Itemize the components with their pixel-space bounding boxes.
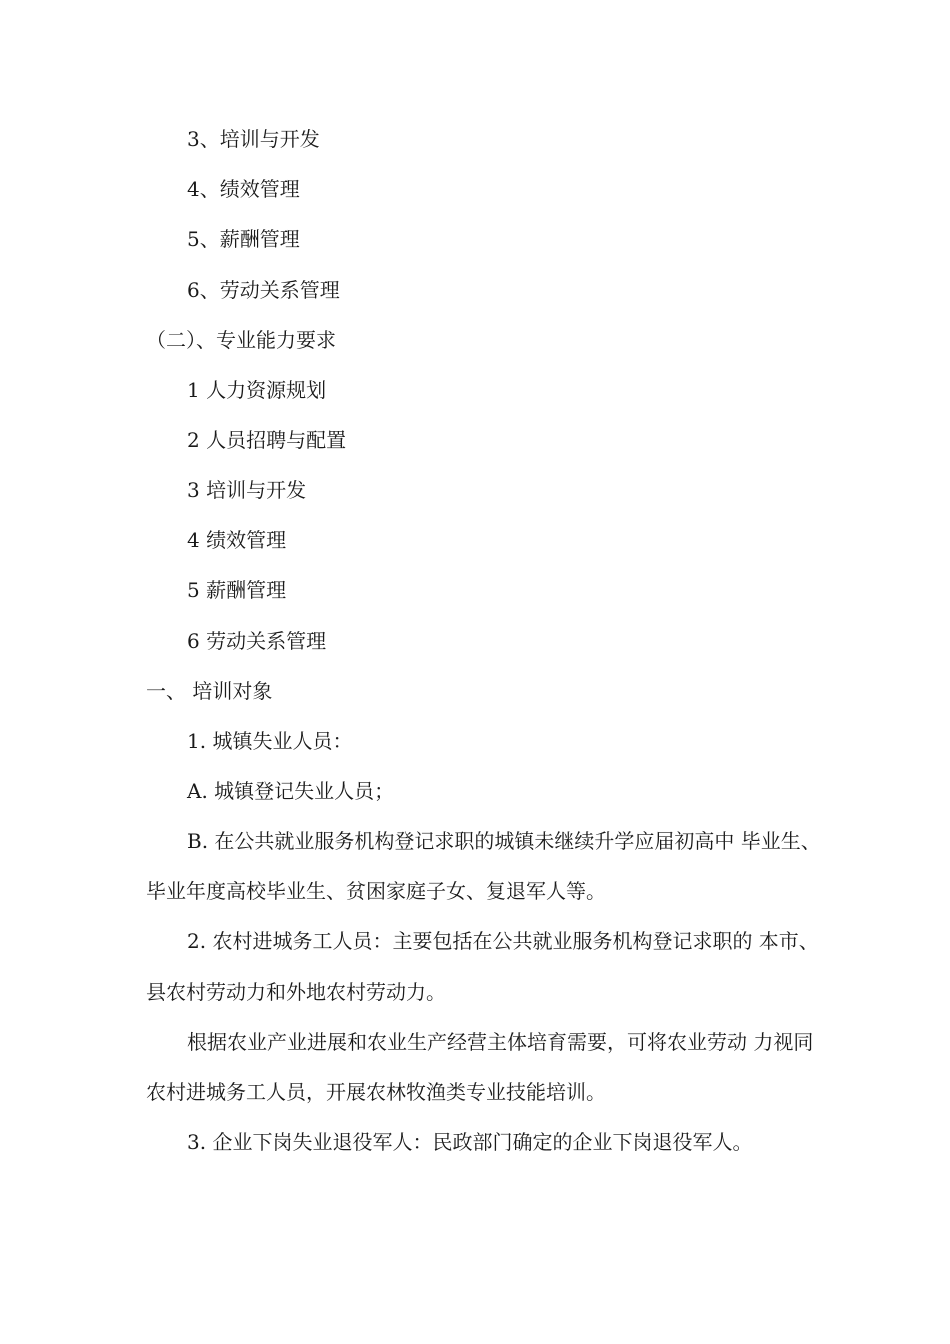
text-line: 5 薪酬管理 bbox=[187, 578, 287, 602]
text-line: B. 在公共就业服务机构登记求职的城镇未继续升学应届初高中 毕业生、 bbox=[187, 829, 821, 853]
text-line: 4 绩效管理 bbox=[187, 528, 287, 552]
text-line: 4、绩效管理 bbox=[187, 177, 300, 201]
text-line: 1 人力资源规划 bbox=[187, 378, 327, 402]
section-heading: （二）、专业能力要求 bbox=[146, 328, 336, 352]
text-line: 5、薪酬管理 bbox=[187, 227, 300, 251]
text-line: 6 劳动关系管理 bbox=[187, 629, 327, 653]
section-heading: 一、 培训对象 bbox=[146, 679, 273, 703]
text-line: 6、劳动关系管理 bbox=[187, 278, 340, 302]
text-line: 县农村劳动力和外地农村劳动力。 bbox=[146, 980, 446, 1004]
text-line: 根据农业产业进展和农业生产经营主体培育需要，可将农业劳动 力视同 bbox=[187, 1030, 814, 1054]
text-line: 2. 农村进城务工人员：主要包括在公共就业服务机构登记求职的 本市、 bbox=[187, 929, 819, 953]
text-line: 1. 城镇失业人员： bbox=[187, 729, 353, 753]
text-line: 2 人员招聘与配置 bbox=[187, 428, 347, 452]
text-line: 农村进城务工人员，开展农林牧渔类专业技能培训。 bbox=[146, 1080, 606, 1104]
text-line: A. 城镇登记失业人员； bbox=[187, 779, 395, 803]
text-line: 3 培训与开发 bbox=[187, 478, 307, 502]
text-line: 3、培训与开发 bbox=[187, 127, 320, 151]
text-line: 3. 企业下岗失业退役军人：民政部门确定的企业下岗退役军人。 bbox=[187, 1130, 753, 1154]
text-line: 毕业年度高校毕业生、贫困家庭子女、复退军人等。 bbox=[146, 879, 606, 903]
